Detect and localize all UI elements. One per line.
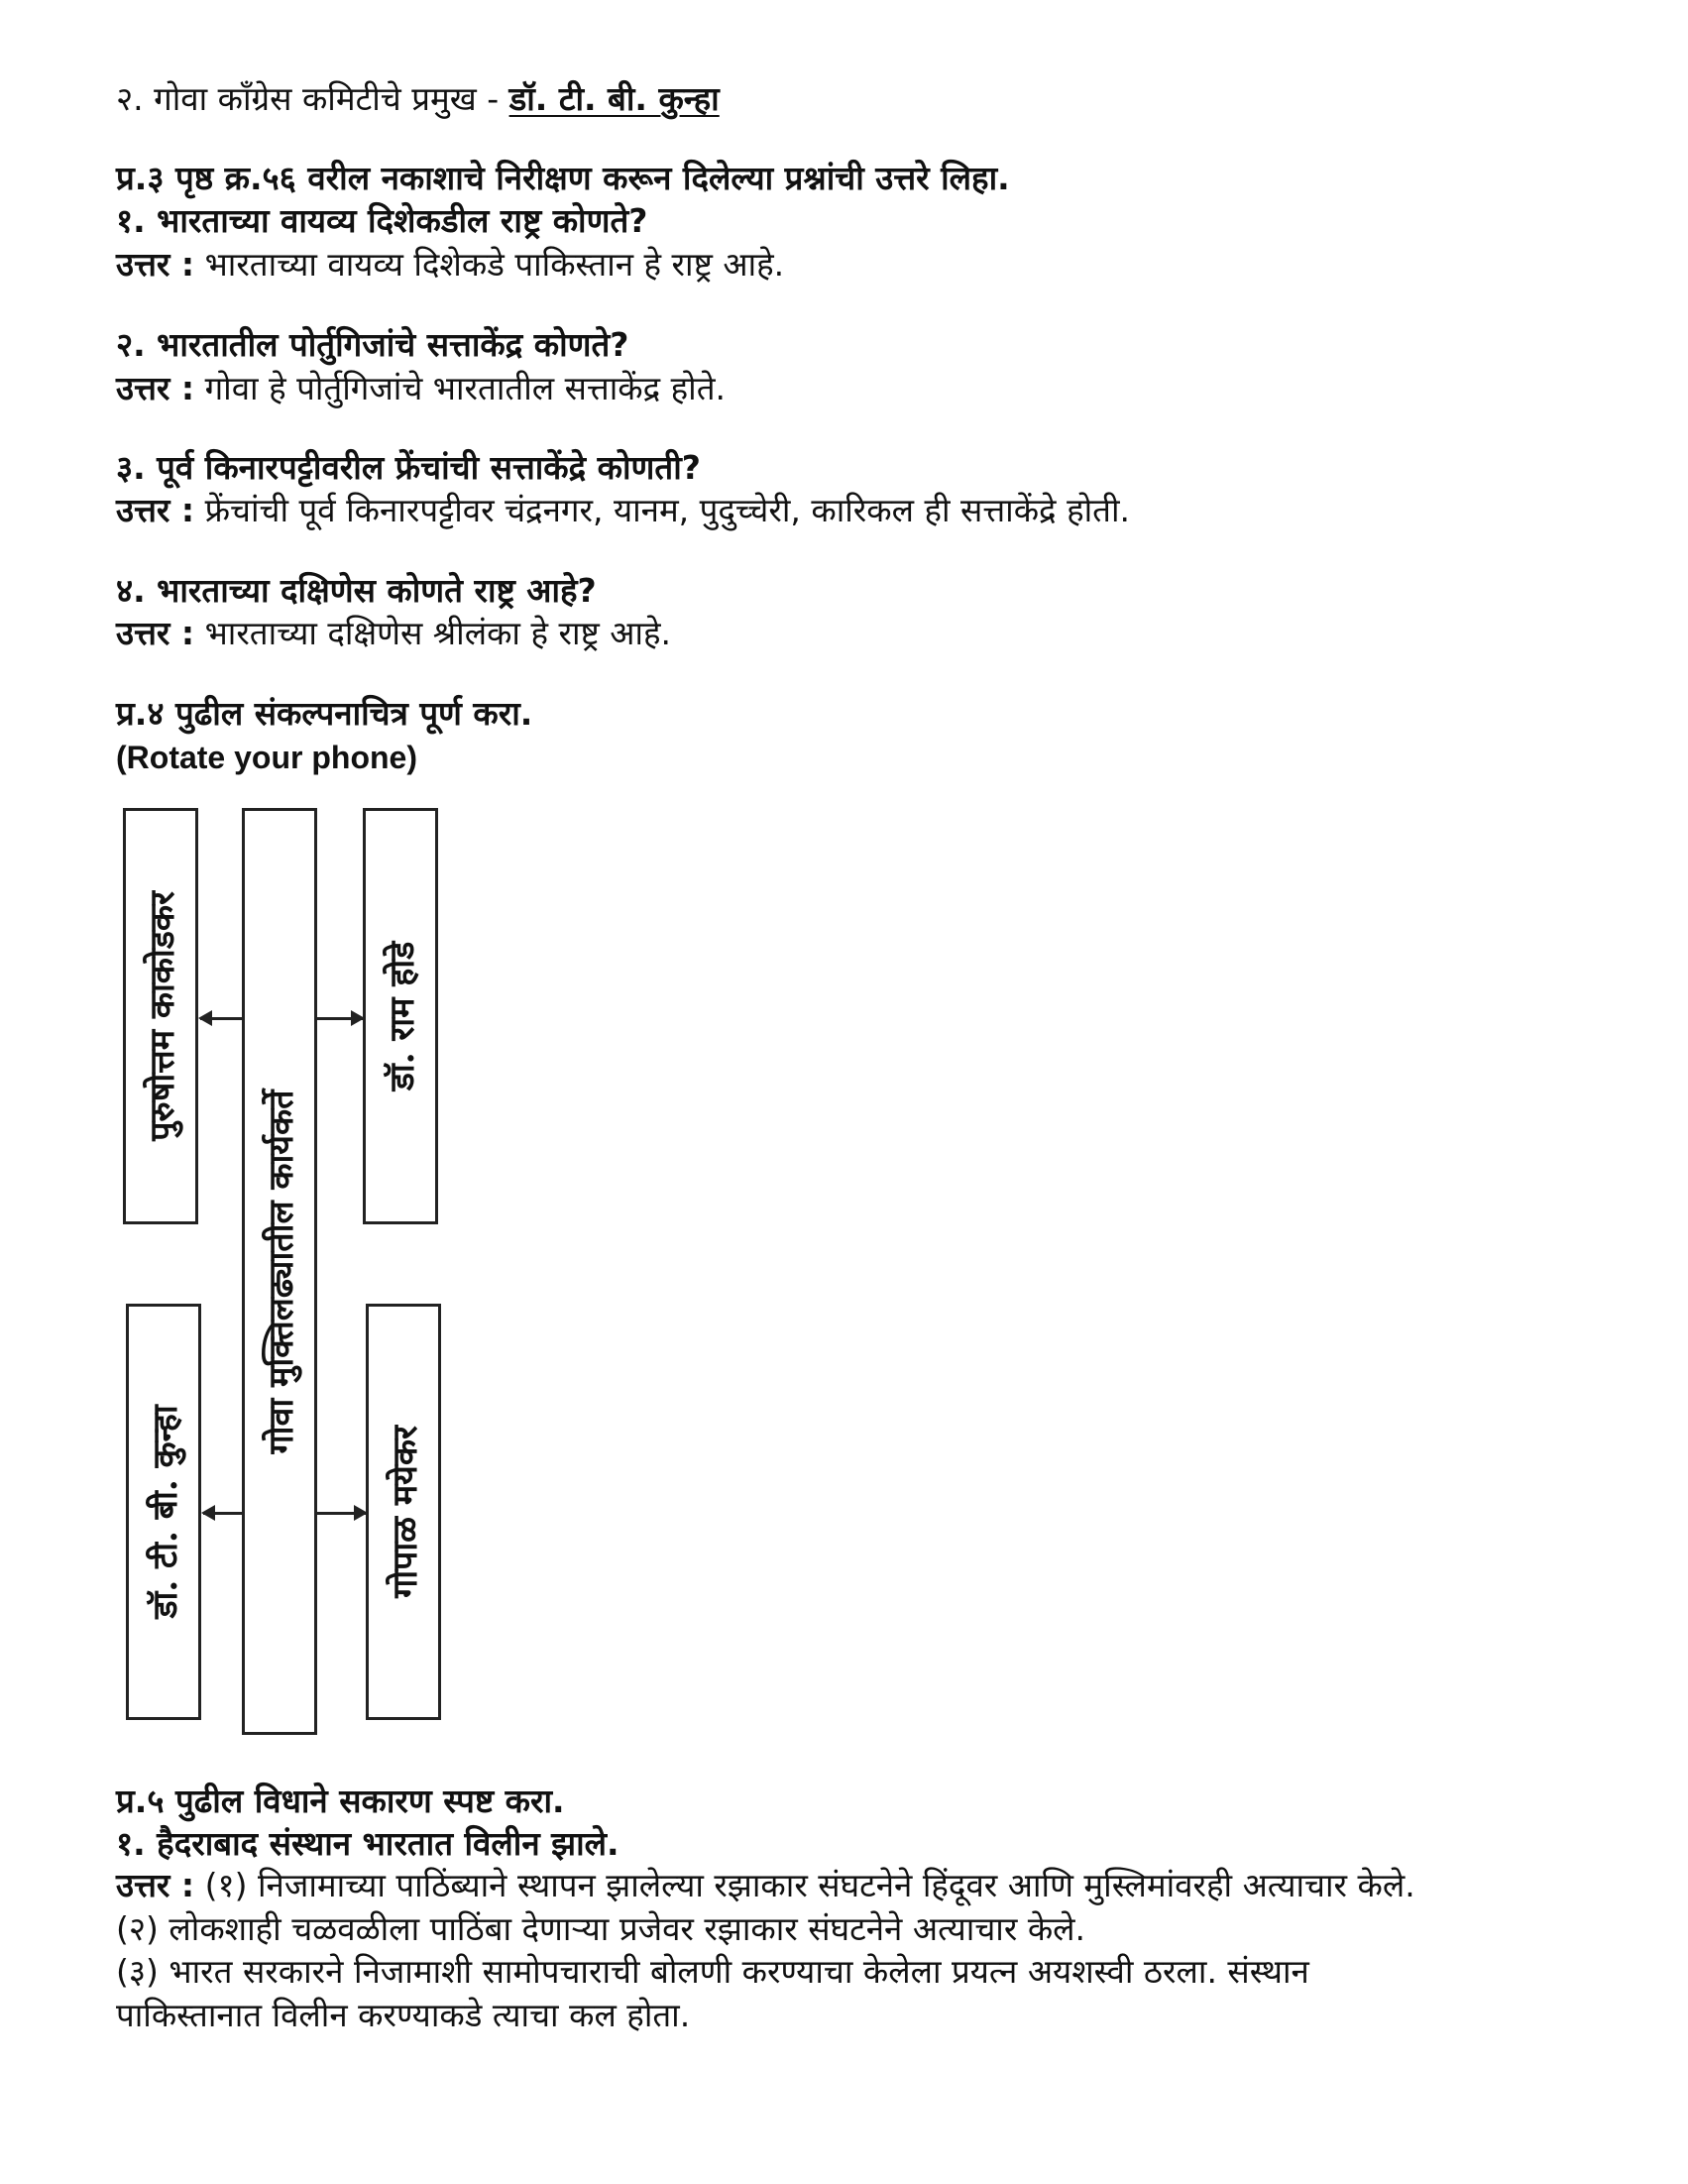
q2-item-2-answer: डॉ. टी. बी. कुन्हा [508, 79, 720, 118]
answer-text: भारताच्या वायव्य दिशेकडे पाकिस्तान हे राष्ट्र आहे. [194, 245, 785, 284]
arrow-icon [203, 1512, 242, 1515]
q5-answer-line-4: पाकिस्तानात विलीन करण्याकडे त्याचा कल होता. [116, 1996, 691, 2034]
q3-question-2: २. भारतातील पोर्तुगिजांचे सत्ताकेंद्र कोणते? [116, 325, 629, 364]
q2-item-2 [116, 77, 720, 121]
concept-label: गोपाळ मयेकर [386, 1426, 425, 1598]
answer-label: उत्तर : [116, 245, 195, 284]
answer-label: उत्तर : [116, 614, 195, 652]
q2-item-2-text: २. गोवा कॉंग्रेस कमिटीचे प्रमुख - [116, 79, 509, 118]
concept-label: पुरुषोत्तम काकोडकर [143, 891, 182, 1141]
concept-box-center [242, 808, 317, 1735]
concept-map [109, 808, 466, 1745]
answer-label: उत्तर : [116, 369, 195, 407]
arrow-icon [317, 1017, 363, 1020]
q5-answer-line-3: (३) भारत सरकारने निजामाशी सामोपचाराची बोलणी करण्याचा केलेला प्रयत्न अयशस्वी ठरला. संस्थान [116, 1952, 1309, 1991]
answer-text: फ्रेंचांची पूर्व किनारपट्टीवर चंद्रनगर, यानम, पुदुच्चेरी, कारिकल ही सत्ताकेंद्रे होती. [194, 491, 1130, 529]
arrow-icon [200, 1017, 242, 1020]
concept-label: डॉ. टी. बी. कुन्हा [146, 1405, 185, 1619]
q3-answer-2 [116, 367, 726, 410]
concept-box-top-right [363, 808, 438, 1224]
q4-note: (Rotate your phone) [116, 740, 417, 775]
answer-label: उत्तर : [116, 491, 195, 529]
q3-answer-3 [116, 489, 1130, 532]
concept-box-top-left [123, 808, 198, 1224]
q4-heading: प्र.४ पुढील संकल्पनाचित्र पूर्ण करा. [116, 694, 533, 733]
concept-label: डॉ. राम होडे [383, 941, 422, 1092]
arrow-icon [317, 1512, 366, 1515]
concept-label: गोवा मुक्तिलढ्यातील कार्यकर्ते [262, 1090, 301, 1453]
concept-box-bottom-right [366, 1304, 441, 1720]
q5-answer-line-1 [116, 1864, 1415, 1907]
q5-heading: प्र.५ पुढील विधाने सकारण स्पष्ट करा. [116, 1782, 565, 1820]
q5-answer-line-2: (२) लोकशाही चळवळीला पाठिंबा देणाऱ्या प्रजेवर रझाकार संघटनेने अत्याचार केले. [116, 1909, 1086, 1948]
q3-question-1: १. भारताच्या वायव्य दिशेकडील राष्ट्र कोणते? [116, 201, 648, 240]
q3-question-3: ३. पूर्व किनारपट्टीवरील फ्रेंचांची सत्ताकेंद्रे कोणती? [116, 448, 701, 487]
q3-question-4: ४. भारताच्या दक्षिणेस कोणते राष्ट्र आहे? [116, 571, 597, 610]
cropped-text-line [116, 2156, 1553, 2170]
q3-answer-4 [116, 612, 671, 655]
answer-text: गोवा हे पोर्तुगिजांचे भारतातील सत्ताकेंद्र होते. [194, 369, 727, 407]
q5-item-1: १. हैदराबाद संस्थान भारतात विलीन झाले. [116, 1824, 619, 1863]
q3-heading: प्र.३ पृष्ठ क्र.५६ वरील नकाशाचे निरीक्षण करून दिलेल्या प्रश्नांची उत्तरे लिहा. [116, 159, 1010, 197]
answer-text: भारताच्या दक्षिणेस श्रीलंका हे राष्ट्र आहे. [194, 614, 672, 652]
q3-answer-1 [116, 243, 784, 287]
answer-label: उत्तर : [116, 1866, 195, 1904]
concept-box-bottom-left [126, 1304, 201, 1720]
answer-text: (१) निजामाच्या पाठिंब्याने स्थापन झालेल्या रझाकार संघटनेने हिंदूवर आणि मुस्लिमांवरही अत्याचार केले. [194, 1866, 1415, 1904]
